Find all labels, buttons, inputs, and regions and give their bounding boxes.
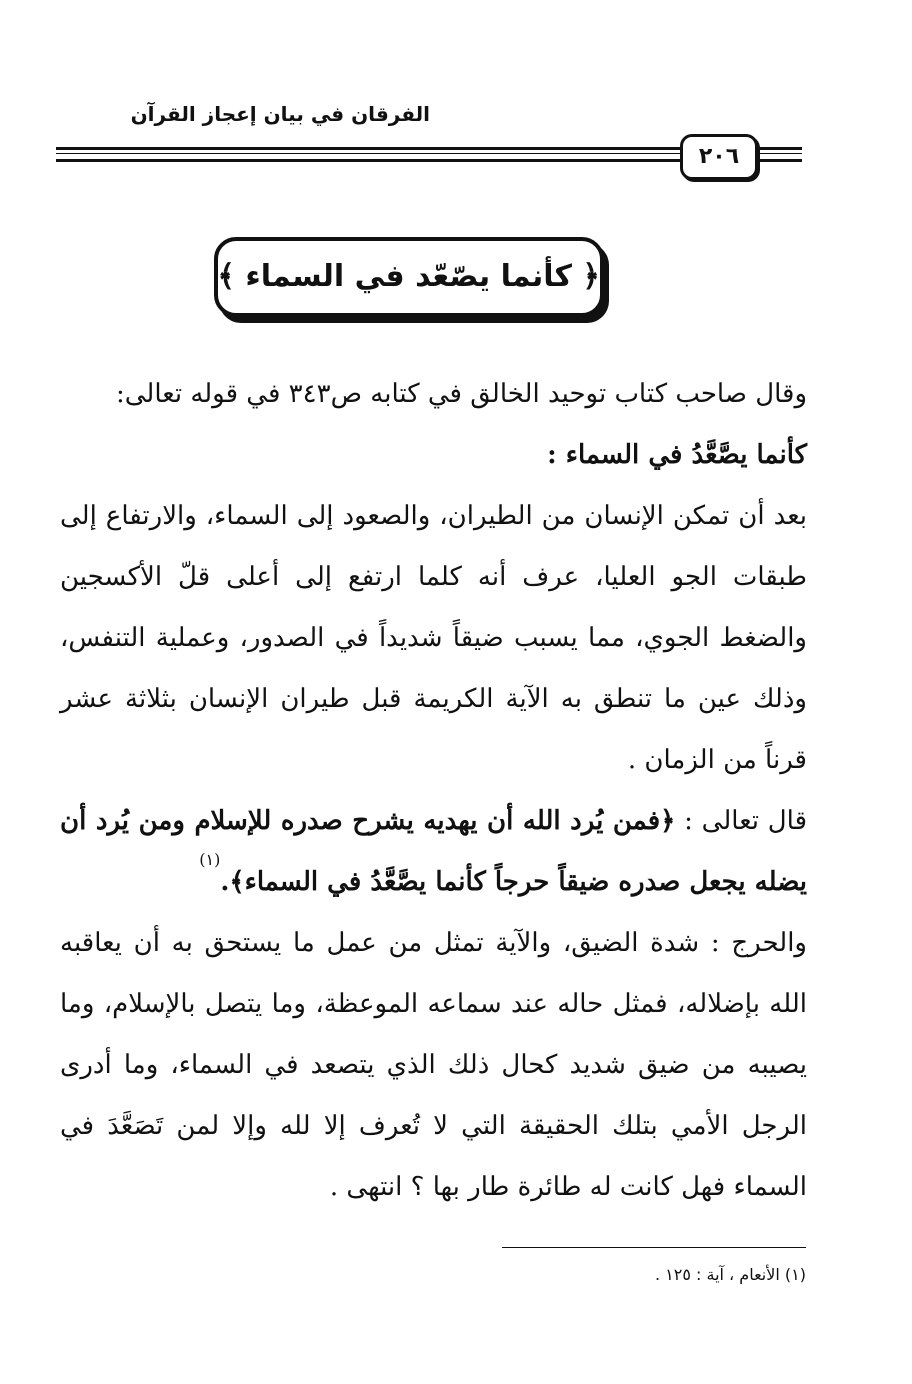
- section-title: ﴿ كأنما يصّعّد في السماء ﴾: [217, 259, 600, 294]
- running-title: الفرقان في بيان إعجاز القرآن: [130, 102, 430, 126]
- verse-lead: قال تعالى :: [675, 806, 807, 836]
- page-number: ٢٠٦: [680, 134, 758, 180]
- footnote-marker: (١): [199, 850, 221, 869]
- section-title-box: [214, 237, 604, 317]
- footnote-rule: [502, 1247, 806, 1248]
- verse-paragraph: [60, 791, 807, 913]
- paragraph-2: والحرج : شدة الضيق، والآية تمثل من عمل ما يستحق به أن يعاقبه الله بإضلاله، فمثل حاله عند سماعه الموعظة، وما يتصل بالإسلام، وما يصيبه من ضيق شديد كحال ذلك الذي يتصعد في السماء، وما أدرى الرجل الأمي بتلك الحقيقة التي لا تُعرف إلا لله وإلا لمن تَصَعَّدَ في السماء فهل كانت له طائرة طار بها ؟ انتهى .: [60, 928, 808, 1202]
- verse-text: ﴿فمن يُرد الله أن يهديه يشرح صدره للإسلام ومن يُرد أن يضله يجعل صدره ضيقاً حرجاً كأنما يصَّعَّدُ في السماء﴾.: [60, 806, 807, 897]
- intro-line: وقال صاحب كتاب توحيد الخالق في كتابه ص٣٤٣ في قوله تعالى:: [116, 379, 807, 409]
- paragraph-1: بعد أن تمكن الإنسان من الطيران، والصعود إلى السماء، والارتفاع إلى طبقات الجو العليا، عرف أنه كلما ارتفع إلى أعلى قلّ الأكسجين والضغط الجوي، مما يسبب ضيقاً شديداً في الصدور، وعملية التنفس، وذلك عين ما تنطق به الآية الكريمة قبل طيران الإنسان بثلاثة عشر قرناً من الزمان .: [60, 501, 807, 775]
- subheading: كأنما يصَّعَّدُ في السماء :: [547, 440, 807, 470]
- footnote-1: (١) الأنعام ، آية : ١٢٥ .: [654, 1265, 806, 1284]
